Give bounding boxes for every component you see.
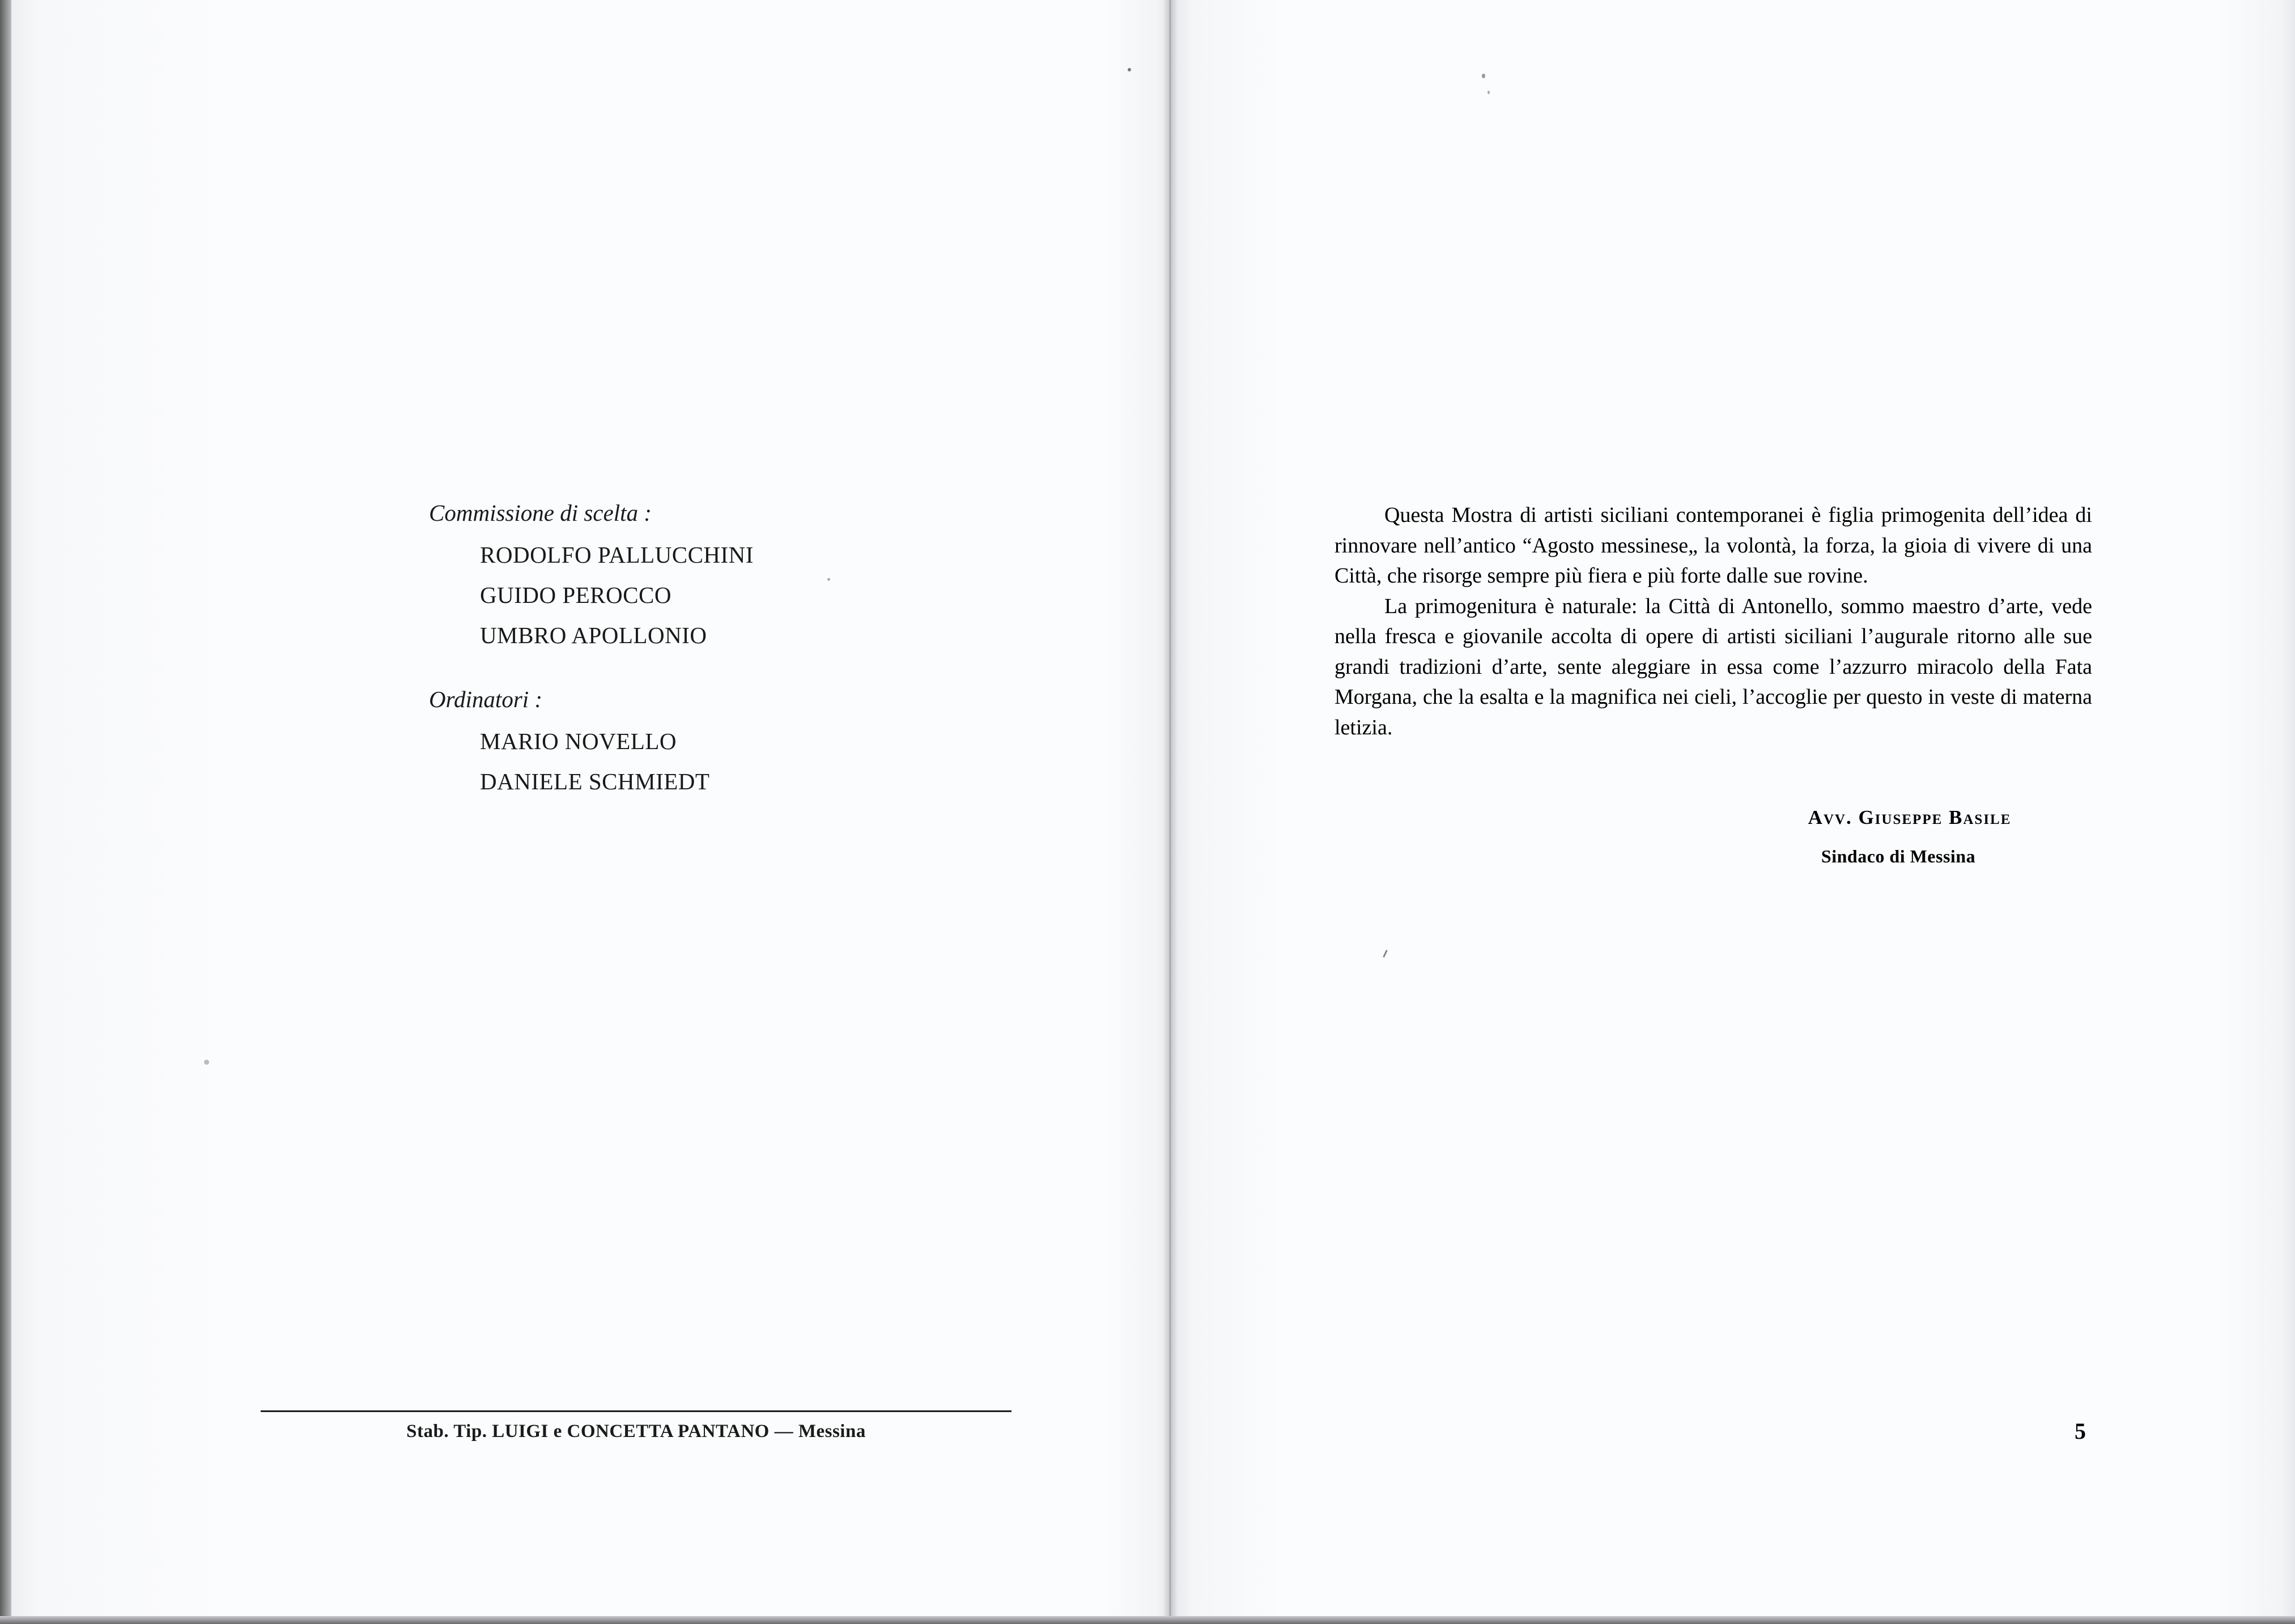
footer-rule xyxy=(261,1410,1012,1412)
printer-imprint: Stab. Tip. LUIGI e CONCETTA PANTANO — Messina xyxy=(406,1421,866,1442)
committee-member: UMBRO APOLLONIO xyxy=(480,622,707,648)
page-edge-left xyxy=(0,0,11,1624)
signatory-role: Sindaco di Messina xyxy=(1821,846,1976,866)
foreword-paragraph: Questa Mostra di artisti siciliani contemporanei è figlia primogenita dell’idea di rinnovare nell’antico “Agosto messinese„ la volontà, la forza, la gioia di vivere di una Città, che risorge sempre più fiera e più forte dalle sue rovine. xyxy=(1334,503,2092,588)
committee-heading: Commissione di scelta : xyxy=(429,500,652,526)
mayor-foreword xyxy=(1334,500,2092,743)
organizer-member: MARIO NOVELLO xyxy=(480,728,677,754)
credits-block xyxy=(429,499,1052,802)
organizer-member: DANIELE SCHMIEDT xyxy=(480,768,710,794)
page-number: 5 xyxy=(2075,1418,2086,1444)
committee-member: RODOLFO PALLUCCHINI xyxy=(480,542,754,568)
signatory-name: Avv. Giuseppe Basile xyxy=(1808,806,2012,828)
foreword-paragraph: La primogenitura è naturale: la Città di Antonello, sommo maestro d’arte, vede nella fresca e giovanile accolta di opere di artisti siciliani l’augurale ritorno alle sue grandi tradizioni d’arte, sente aleggiare in essa come l’azzurro miracolo della Fata Morgana, che la esalta e la magnifica nei cieli, l’accoglie per questo in veste di materna letizia. xyxy=(1334,594,2092,739)
book-spine xyxy=(1163,0,1178,1624)
committee-list xyxy=(480,535,1052,656)
signature-block xyxy=(1700,804,2097,870)
organizers-heading: Ordinatori : xyxy=(429,686,543,712)
organizers-list xyxy=(480,721,1052,802)
committee-member: GUIDO PEROCCO xyxy=(480,582,672,608)
page-edge-bottom xyxy=(0,1616,2295,1624)
